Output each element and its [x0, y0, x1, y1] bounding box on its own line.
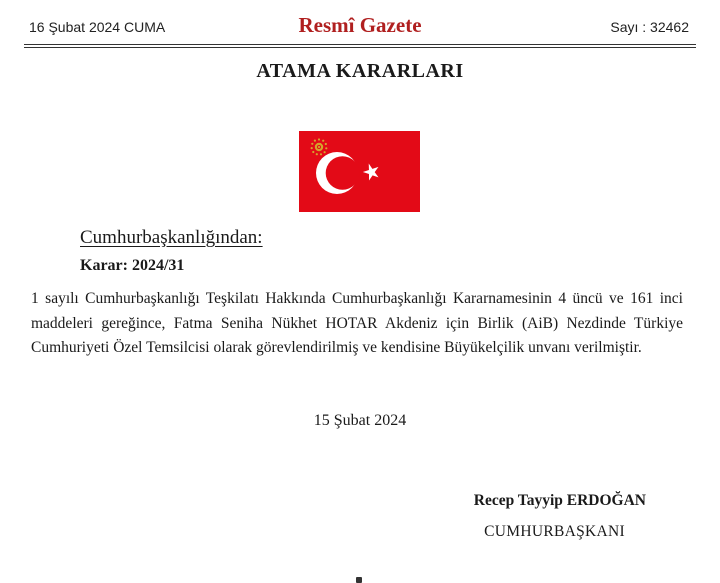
- gazette-masthead: Resmî Gazete: [298, 13, 422, 37]
- issuing-institution: Cumhurbaşkanlığından:: [80, 227, 263, 248]
- turkish-flag-presidential-seal-icon: [299, 131, 420, 212]
- section-title: ATAMA KARARLARI: [256, 60, 464, 82]
- decree-body: 1 sayılı Cumhurbaşkanlığı Teşkilatı Hakkında Cumhurbaşkanlığı Kararnamesinin 4 üncü ve 161 inci maddeleri gereğince, Fatma Seniha Nükhet HOTAR Akdeniz için Birlik (AiB) Nezdinde Türkiye Cumhuriyeti Özel Temsilcisi olarak görevlendirilmiş ve kendisine Büyükelçilik unvanı verilmiştir.: [31, 290, 683, 356]
- decree-date: 15 Şubat 2024: [313, 412, 407, 429]
- decision-number: Karar: 2024/31: [80, 257, 185, 274]
- header-divider: [24, 44, 696, 48]
- signer-name: Recep Tayyip ERDOĞAN: [473, 492, 646, 509]
- issue-number: Sayı : 32462: [610, 19, 689, 35]
- page-edge-mark: [356, 577, 362, 583]
- header-date: 16 Şubat 2024 CUMA: [29, 19, 166, 35]
- signer-title: CUMHURBAŞKANI: [484, 523, 625, 540]
